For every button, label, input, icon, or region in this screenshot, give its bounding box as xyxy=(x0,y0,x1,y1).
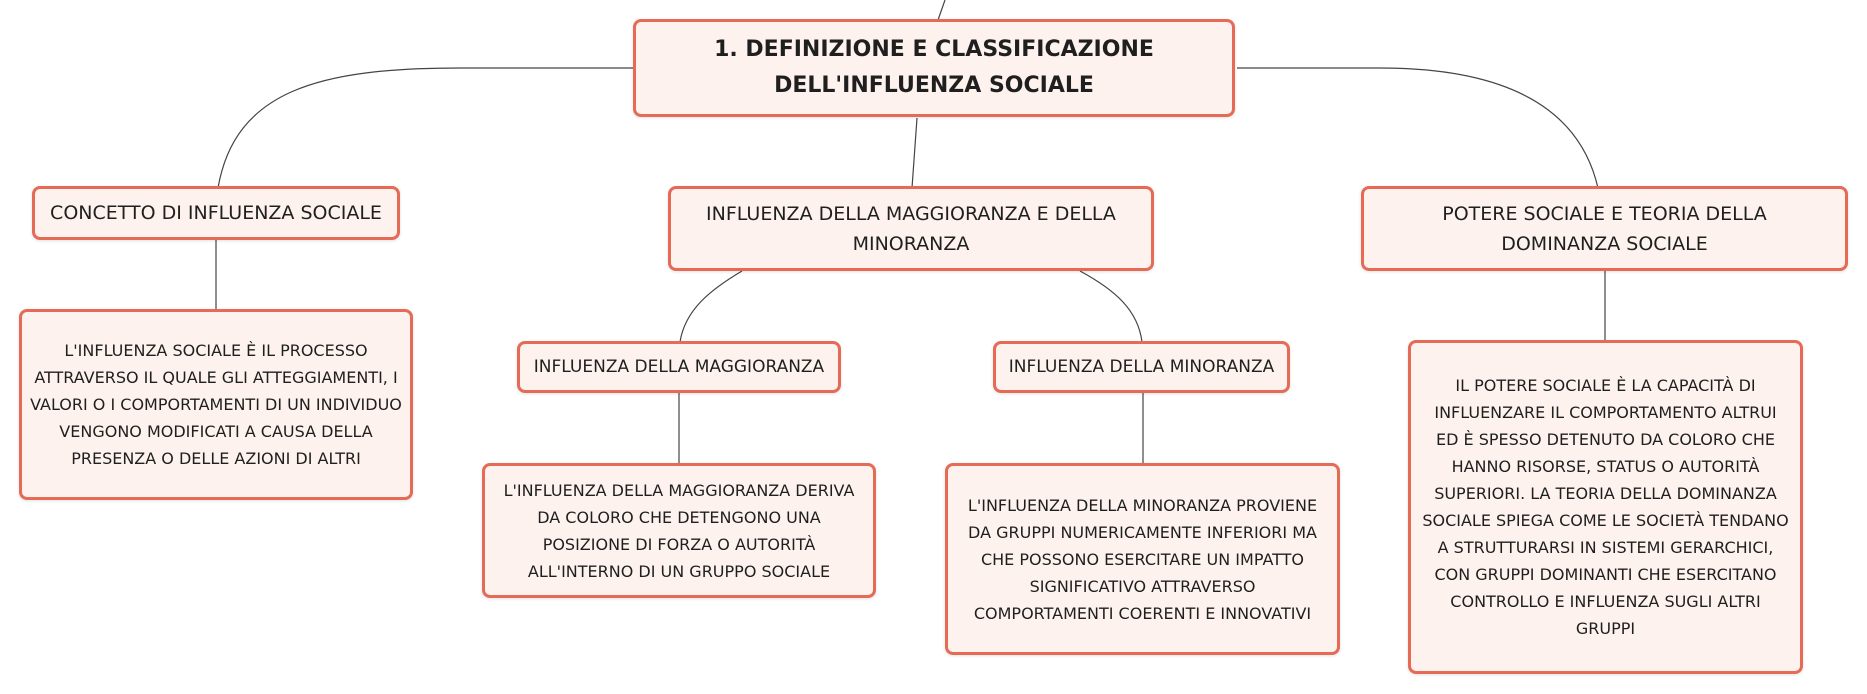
connector-root-maggioranza-minoranza xyxy=(912,118,917,188)
topic-maggioranza-minoranza[interactable] xyxy=(668,186,1154,271)
connector-root-potere xyxy=(1237,68,1598,188)
connector-mm-minoranza xyxy=(1080,271,1142,342)
note-maggioranza[interactable] xyxy=(482,463,876,598)
note-concetto-text: L'INFLUENZA SOCIALE È IL PROCESSO ATTRAVERSO IL QUALE GLI ATTEGGIAMENTI, I VALORI O I COMPORTAMENTI DI UN INDIVIDUO VENGONO MODIFICATI A CAUSA DELLA PRESENZA O DELLE AZIONI DI ALTRI xyxy=(30,341,402,468)
subtopic-minoranza[interactable] xyxy=(993,341,1290,393)
subtopic-maggioranza-label: INFLUENZA DELLA MAGGIORANZA xyxy=(533,357,825,377)
topic-potere-label: POTERE SOCIALE E TEORIA DELLA DOMINANZA SOCIALE xyxy=(1442,202,1767,255)
connector-incoming-root xyxy=(938,0,945,20)
note-maggioranza-text: L'INFLUENZA DELLA MAGGIORANZA DERIVA DA COLORO CHE DETENGONO UNA POSIZIONE DI FORZA O AUTORITÀ ALL'INTERNO DI UN GRUPPO SOCIALE xyxy=(503,480,855,581)
note-minoranza-text: L'INFLUENZA DELLA MINORANZA PROVIENE DA GRUPPI NUMERICAMENTE INFERIORI MA CHE POSSONO ESERCITARE UN IMPATTO SIGNIFICATIVO ATTRAVERSO COMPORTAMENTI COERENTI E INNOVATIVI xyxy=(967,495,1318,623)
connector-mm-maggioranza xyxy=(680,271,742,342)
topic-potere[interactable] xyxy=(1361,186,1848,271)
note-potere-text: IL POTERE SOCIALE È LA CAPACITÀ DI INFLUENZARE IL COMPORTAMENTO ALTRUI ED È SPESSO DETENUTO DA COLORO CHE HANNO RISORSE, STATUS O AUTORITÀ SUPERIORI. LA TEORIA DELLA DOMINANZA SOCIALE SPIEGA COME LE SOCIETÀ TENDANO A STRUTTURARSI IN SISTEMI GERARCHICI, CON GRUPPI DOMINANTI CHE ESERCITANO CONTROLLO E INFLUENZA SUGLI ALTRI GRUPPI xyxy=(1422,376,1789,638)
topic-maggioranza-minoranza-label: INFLUENZA DELLA MAGGIORANZA E DELLA MINORANZA xyxy=(706,202,1116,255)
note-concetto[interactable] xyxy=(19,309,413,500)
subtopic-minoranza-label: INFLUENZA DELLA MINORANZA xyxy=(1008,357,1275,377)
note-potere[interactable] xyxy=(1408,340,1803,674)
root-node-label: 1. DEFINIZIONE E CLASSIFICAZIONE DELL'INFLUENZA SOCIALE xyxy=(714,37,1154,98)
connector-root-concetto xyxy=(218,68,635,188)
topic-concetto[interactable] xyxy=(32,186,400,240)
note-minoranza[interactable] xyxy=(945,463,1340,655)
root-node[interactable] xyxy=(633,19,1235,117)
subtopic-maggioranza[interactable] xyxy=(517,341,841,393)
topic-concetto-label: CONCETTO DI INFLUENZA SOCIALE xyxy=(50,202,382,224)
